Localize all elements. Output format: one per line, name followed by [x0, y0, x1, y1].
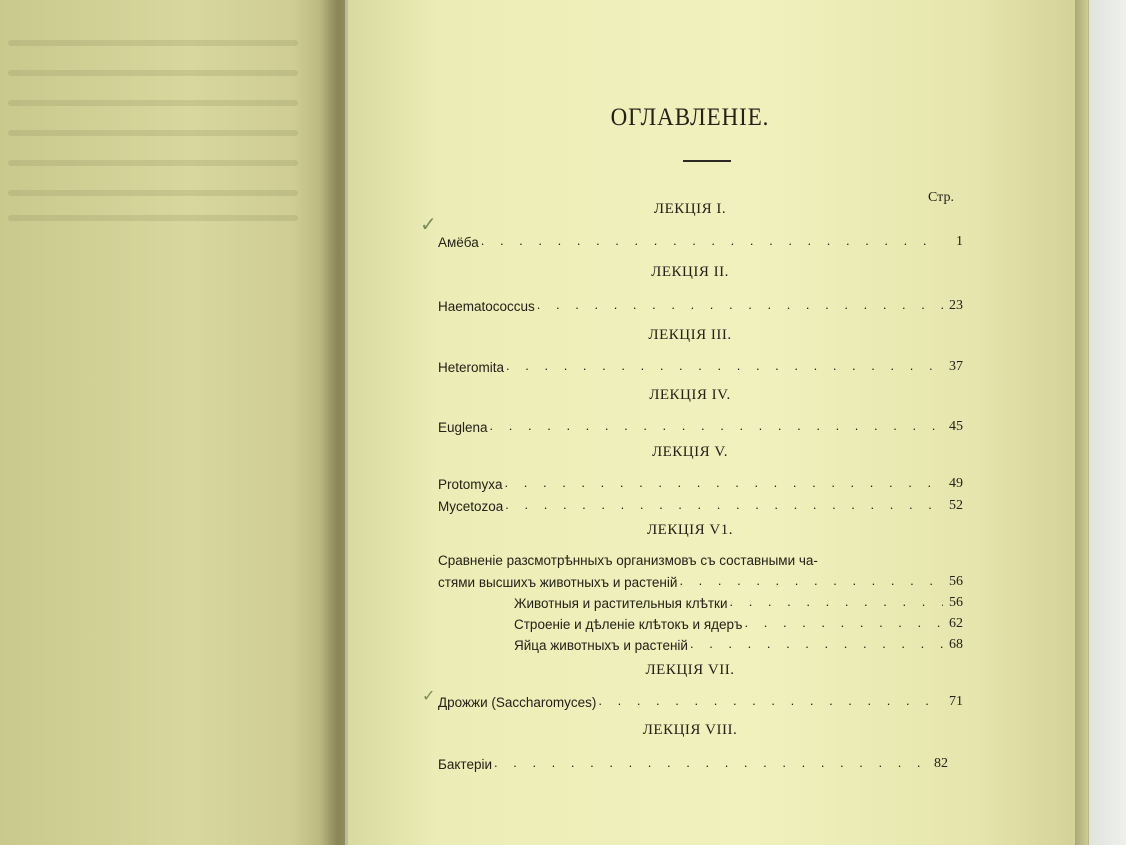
leader-dots [481, 234, 943, 247]
leader-dots [745, 616, 944, 629]
toc-entry [438, 472, 963, 492]
page-column-label: Стр. [928, 190, 954, 205]
leader-dots [494, 756, 928, 769]
leader-dots [490, 419, 943, 432]
show-through-text [8, 190, 298, 196]
entry-page: 71 [949, 694, 963, 709]
entry-title: Protomyxa [438, 477, 503, 492]
entry-title: Haematococcus [438, 299, 535, 314]
toc-entry [438, 752, 948, 772]
entry-page: 82 [934, 756, 948, 771]
lecture-heading: ЛЕКЦІЯ IV. [649, 387, 731, 403]
entry-page: 56 [949, 595, 963, 610]
entry-title-line1: Сравненіе разсмотрѣнныхъ организмовъ съ составными ча- [438, 553, 818, 568]
show-through-text [8, 160, 298, 166]
left-page [0, 0, 345, 845]
toc-entry [438, 494, 963, 514]
toc-entry [438, 294, 963, 314]
entry-page: 49 [949, 476, 963, 491]
pencil-check-mark: ✓ [422, 686, 436, 705]
toc-entry [438, 570, 963, 590]
entry-page: 62 [949, 616, 963, 631]
toc-entry [514, 612, 963, 632]
lecture-heading: ЛЕКЦІЯ VII. [645, 662, 735, 678]
toc-entry [438, 230, 963, 250]
leader-dots [690, 637, 943, 650]
pencil-check-mark: ✓ [420, 212, 437, 236]
entry-title: Mycetozoa [438, 499, 504, 514]
entry-page: 1 [956, 234, 963, 249]
lecture-heading: ЛЕКЦІЯ I. [653, 201, 727, 217]
entry-page: 37 [949, 359, 963, 374]
title-rule [683, 160, 731, 162]
entry-page: 45 [949, 419, 963, 434]
entry-title: стями высшихъ животныхъ и растеній [438, 575, 678, 590]
leader-dots [506, 359, 943, 372]
show-through-text [8, 40, 298, 46]
toc-entry [438, 355, 963, 375]
leader-dots [729, 595, 943, 608]
lecture-heading: ЛЕКЦІЯ III. [648, 327, 732, 343]
leader-dots [505, 476, 943, 489]
show-through-text [8, 215, 298, 221]
leader-dots [598, 694, 943, 707]
entry-title: Дрожжи (Saccharomyces) [438, 695, 597, 710]
leader-dots [505, 498, 943, 511]
show-through-text [8, 100, 298, 106]
entry-title: Строеніе и дѣленіе клѣтокъ и ядеръ [514, 617, 743, 632]
entry-page: 68 [949, 637, 963, 652]
entry-page: 52 [949, 498, 963, 513]
toc-entry [438, 690, 963, 710]
show-through-text [8, 70, 298, 76]
lecture-heading: ЛЕКЦІЯ V. [651, 444, 729, 460]
lecture-heading: ЛЕКЦІЯ V1. [646, 522, 733, 538]
lecture-heading: ЛЕКЦІЯ VIII. [642, 722, 738, 738]
entry-title: Heteromita [438, 360, 505, 375]
entry-title: Животныя и растительныя клѣтки [514, 596, 728, 611]
toc-title: ОГЛАВЛЕНІЕ. [610, 104, 770, 131]
toc-entry [514, 633, 963, 653]
show-through-text [8, 130, 298, 136]
entry-title: Euglena [438, 420, 488, 435]
toc-entry [438, 415, 963, 435]
entry-title: Бактеріи [438, 757, 493, 772]
leader-dots [679, 574, 943, 587]
page-edge-shadow [1075, 0, 1089, 845]
lecture-heading: ЛЕКЦІЯ II. [651, 264, 729, 280]
toc-entry [514, 591, 963, 611]
entry-page: 56 [949, 574, 963, 589]
entry-page: 23 [949, 298, 963, 313]
entry-title: Амёба [438, 235, 479, 250]
leader-dots [537, 298, 943, 311]
entry-title: Яйца животныхъ и растеній [514, 638, 688, 653]
